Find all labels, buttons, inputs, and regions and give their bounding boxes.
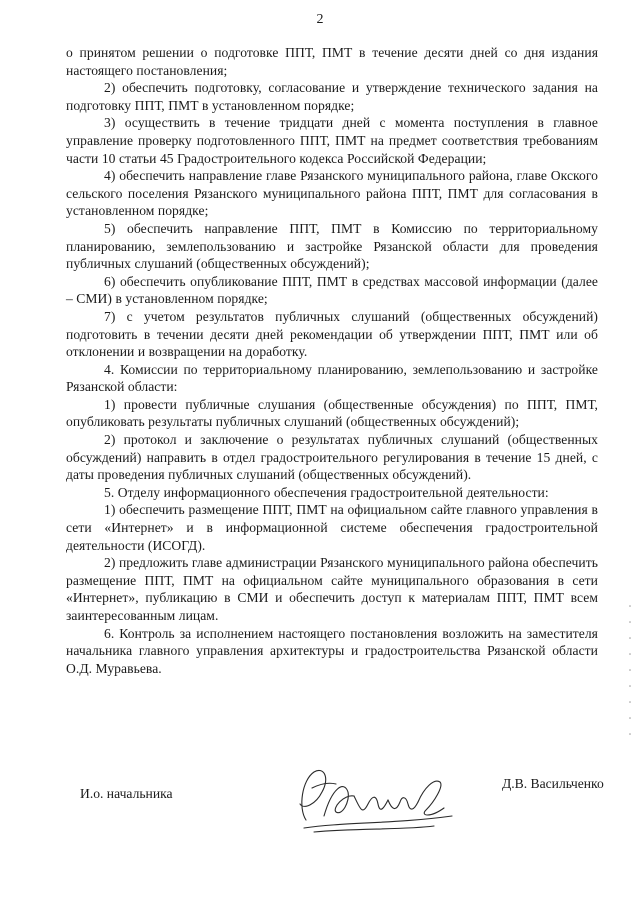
paragraph: 5. Отделу информационного обеспечения градостроительной деятельности: bbox=[104, 484, 549, 500]
paragraph: 7) с учетом результатов публичных слушаний (общественных обсуждений) подготовить в течении десяти дней рекомендации об утверждении ППТ, ПМТ или об отклонении и возвращении на доработку. bbox=[66, 308, 598, 360]
signature-block bbox=[0, 764, 640, 844]
paragraph: 1) провести публичные слушания (общественные обсуждения) по ППТ, ПМТ, опубликовать результаты публичных слушаний (общественных обсуждений); bbox=[66, 396, 598, 430]
paragraph: 2) предложить главе администрации Рязанского муниципального района обеспечить размещение ППТ, ПМТ на официальном сайте муниципального образования в сети «Интернет», публикацию в СМИ и обеспечить доступ к материалам ППТ, ПМТ всем заинтересованным лицам. bbox=[66, 555, 598, 623]
handwritten-signature bbox=[284, 758, 464, 838]
paragraph: 4) обеспечить направление главе Рязанского муниципального района, главе Окского сельского поселения Рязанского муниципального района ППТ, ПМТ для согласования в установленном порядке; bbox=[66, 168, 598, 219]
document-body bbox=[66, 44, 598, 677]
paragraph: 2) обеспечить подготовку, согласование и утверждение технического задания на подготовку ППТ, ПМТ в установленном порядке; bbox=[66, 80, 598, 113]
page-number: 2 bbox=[316, 12, 324, 27]
signatory-position: И.о. начальника bbox=[80, 786, 173, 801]
paragraph: 5) обеспечить направление ППТ, ПМТ в Комиссию по территориальному планированию, землепользованию и застройке Рязанской области для проведения публичных слушаний (общественных обсуждений); bbox=[66, 220, 598, 272]
paragraph: 6) обеспечить опубликование ППТ, ПМТ в средствах массовой информации (далее – СМИ) в установленном порядке; bbox=[66, 273, 598, 307]
paragraph: 4. Комиссии по территориальному планированию, землепользованию и застройке Рязанской области: bbox=[66, 361, 598, 395]
paragraph: 2) протокол и заключение о результатах публичных слушаний (общественных обсуждений) направить в отдел градостроительного регулирования в течение 15 дней, с даты проведения публичных слушаний (общественных обсуждений). bbox=[66, 432, 598, 483]
paragraph: 1) обеспечить размещение ППТ, ПМТ на официальном сайте главного управления в сети «Интернет» и в информационной системе обеспечения градостроительной деятельности (ИСОГД). bbox=[66, 502, 598, 553]
signatory-name: Д.В. Васильченко bbox=[502, 776, 604, 791]
scan-artifact bbox=[626, 600, 634, 750]
paragraph: 3) осуществить в течение тридцати дней с момента поступления в главное управление проверку подготовленного ППТ, ПМТ на предмет соответствия требованиям части 10 статьи 45 Градостроительного кодекса Российской Федерации; bbox=[66, 115, 598, 166]
paragraph: 6. Контроль за исполнением настоящего постановления возложить на заместителя начальника главного управления архитектуры и градостроительства Рязанской области О.Д. Муравьева. bbox=[66, 625, 598, 676]
paragraph: о принятом решении о подготовке ППТ, ПМТ в течение десяти дней со дня издания настоящего постановления; bbox=[66, 45, 598, 78]
